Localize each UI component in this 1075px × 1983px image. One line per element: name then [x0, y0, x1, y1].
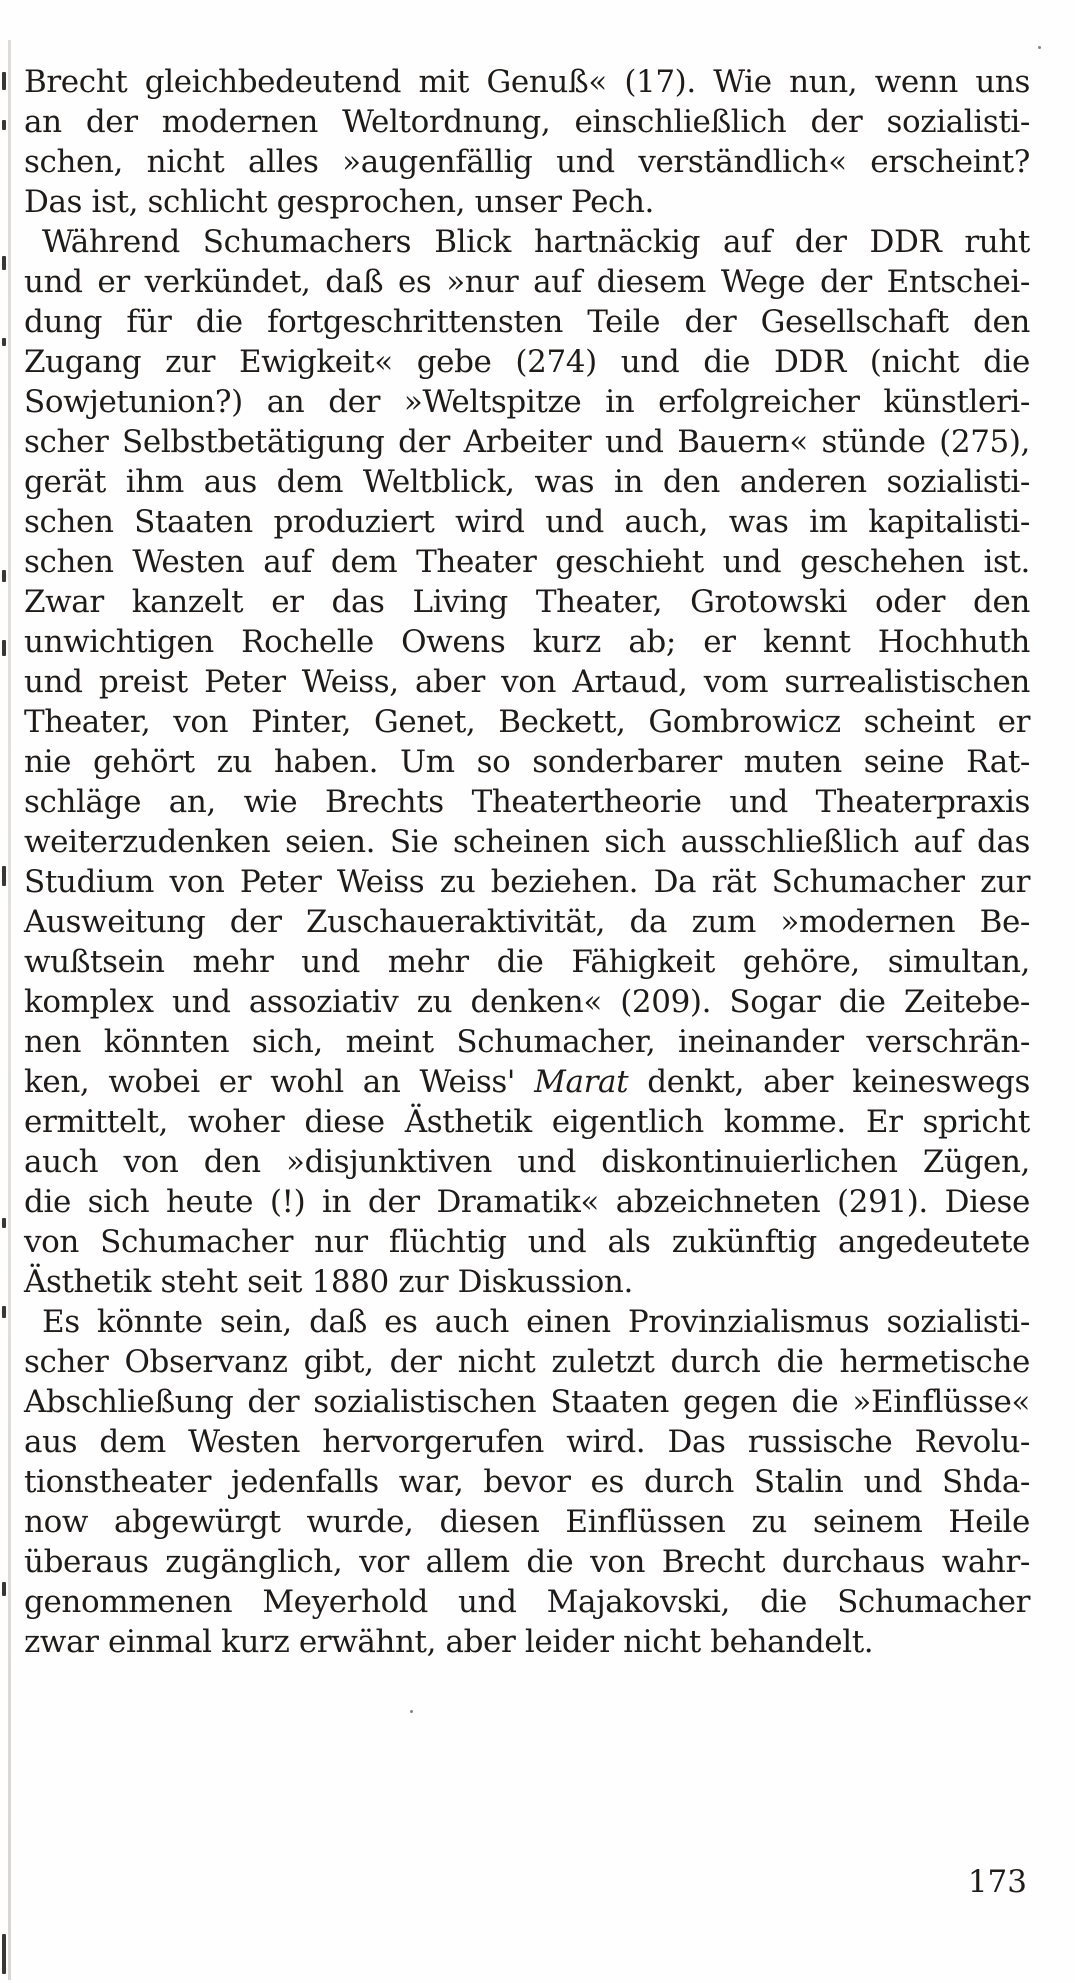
text-line: Studium von Peter Weiss zu beziehen. Da rät Schumacher zur [24, 864, 1030, 900]
text-line: scher Selbstbetätigung der Arbeiter und Bauern« stünde (275), [24, 424, 1030, 460]
text-line: gerät ihm aus dem Weltblick, was in den anderen sozialisti- [24, 464, 1030, 500]
text-line: nen könnten sich, meint Schumacher, ineinander verschrän- [24, 1024, 1030, 1060]
text-line: dung für die fortgeschrittensten Teile der Gesellschaft den [24, 304, 1030, 340]
text-line: weiterzudenken seien. Sie scheinen sich ausschließlich auf das [24, 824, 1030, 860]
text-line: genommenen Meyerhold und Majakovski, die Schumacher [24, 1584, 1030, 1620]
text-line: Abschließung der sozialistischen Staaten gegen die »Einflüsse« [24, 1384, 1030, 1420]
text-line: an der modernen Weltordnung, einschließlich der sozialisti- [24, 104, 1030, 140]
text-line: ermittelt, woher diese Ästhetik eigentlich komme. Er spricht [24, 1104, 1030, 1140]
gutter-mark [2, 1306, 6, 1318]
gutter-mark [2, 120, 6, 130]
text-line: die sich heute (!) in der Dramatik« abzeichneten (291). Diese [24, 1184, 1030, 1220]
text-line: Theater, von Pinter, Genet, Beckett, Gombrowicz scheint er [24, 704, 1030, 740]
text-line: scher Observanz gibt, der nicht zuletzt durch die hermetische [24, 1344, 1030, 1380]
text-segment: denkt, aber keineswegs [628, 1064, 1030, 1100]
body-text [24, 62, 1030, 1662]
text-line: schläge an, wie Brechts Theatertheorie und Theaterpraxis [24, 784, 1030, 820]
text-line: unwichtigen Rochelle Owens kurz ab; er kennt Hochhuth [24, 624, 1030, 660]
italic-work-title: Marat [534, 1064, 629, 1100]
text-line: wußtsein mehr und mehr die Fähigkeit gehöre, simultan, [24, 944, 1030, 980]
text-line-with-title [24, 1062, 1030, 1102]
text-line: Zwar kanzelt er das Living Theater, Grotowski oder den [24, 584, 1030, 620]
page-number: 173 [967, 1864, 1027, 1900]
gutter-mark [2, 1582, 6, 1596]
text-line: Während Schumachers Blick hartnäckig auf der DDR ruht [42, 224, 1030, 260]
text-line: schen Staaten produziert wird und auch, was im kapitalisti- [24, 504, 1030, 540]
gutter-mark [2, 338, 6, 346]
text-line: und preist Peter Weiss, aber von Artaud, vom surrealistischen [24, 664, 1030, 700]
gutter-mark [2, 866, 6, 886]
text-line: Das ist, schlicht gesprochen, unser Pech. [24, 184, 655, 220]
text-line: und er verkündet, daß es »nur auf diesem Wege der Entschei- [24, 264, 1030, 300]
text-line: von Schumacher nur flüchtig und als zukünftig angedeutete [24, 1224, 1030, 1260]
text-line: Es könnte sein, daß es auch einen Provinzialismus sozialisti- [42, 1304, 1030, 1340]
text-line: Ausweitung der Zuschaueraktivität, da zum »modernen Be- [24, 904, 1030, 940]
text-line: tionstheater jedenfalls war, bevor es durch Stalin und Shda- [24, 1464, 1030, 1500]
text-line: Brecht gleichbedeutend mit Genuß« (17). Wie nun, wenn uns [24, 64, 1030, 100]
gutter-mark [2, 256, 6, 270]
text-line: Ästhetik steht seit 1880 zur Diskussion. [24, 1264, 633, 1300]
gutter-mark [2, 1218, 6, 1228]
gutter-mark [2, 1934, 6, 1974]
text-line: schen Westen auf dem Theater geschieht und geschehen ist. [24, 544, 1030, 580]
text-line: überaus zugänglich, vor allem die von Brecht durchaus wahr- [24, 1544, 1030, 1580]
text-line: zwar einmal kurz erwähnt, aber leider nicht behandelt. [24, 1624, 874, 1660]
gutter-mark [2, 72, 6, 90]
text-line: now abgewürgt wurde, diesen Einflüssen zu seinem Heile [24, 1504, 1030, 1540]
text-line: nie gehört zu haben. Um so sonderbarer muten seine Rat- [24, 744, 1030, 780]
text-line: aus dem Westen hervorgerufen wird. Das russische Revolu- [24, 1424, 1030, 1460]
text-line: Sowjetunion?) an der »Weltspitze in erfolgreicher künstleri- [24, 384, 1030, 420]
gutter-mark [2, 640, 6, 656]
text-line: auch von den »disjunktiven und diskontinuierlichen Zügen, [24, 1144, 1030, 1180]
binding-gutter [8, 40, 11, 1980]
paper-speck [1038, 46, 1041, 49]
text-segment: ken, wobei er wohl an Weiss' [24, 1064, 535, 1100]
text-line: komplex und assoziativ zu denken« (209). Sogar die Zeitebe- [24, 984, 1030, 1020]
text-line: schen, nicht alles »augenfällig und verständlich« erscheint? [24, 144, 1030, 180]
text-line: Zugang zur Ewigkeit« gebe (274) und die DDR (nicht die [24, 344, 1030, 380]
paper-speck [410, 1710, 413, 1713]
gutter-mark [2, 570, 6, 582]
